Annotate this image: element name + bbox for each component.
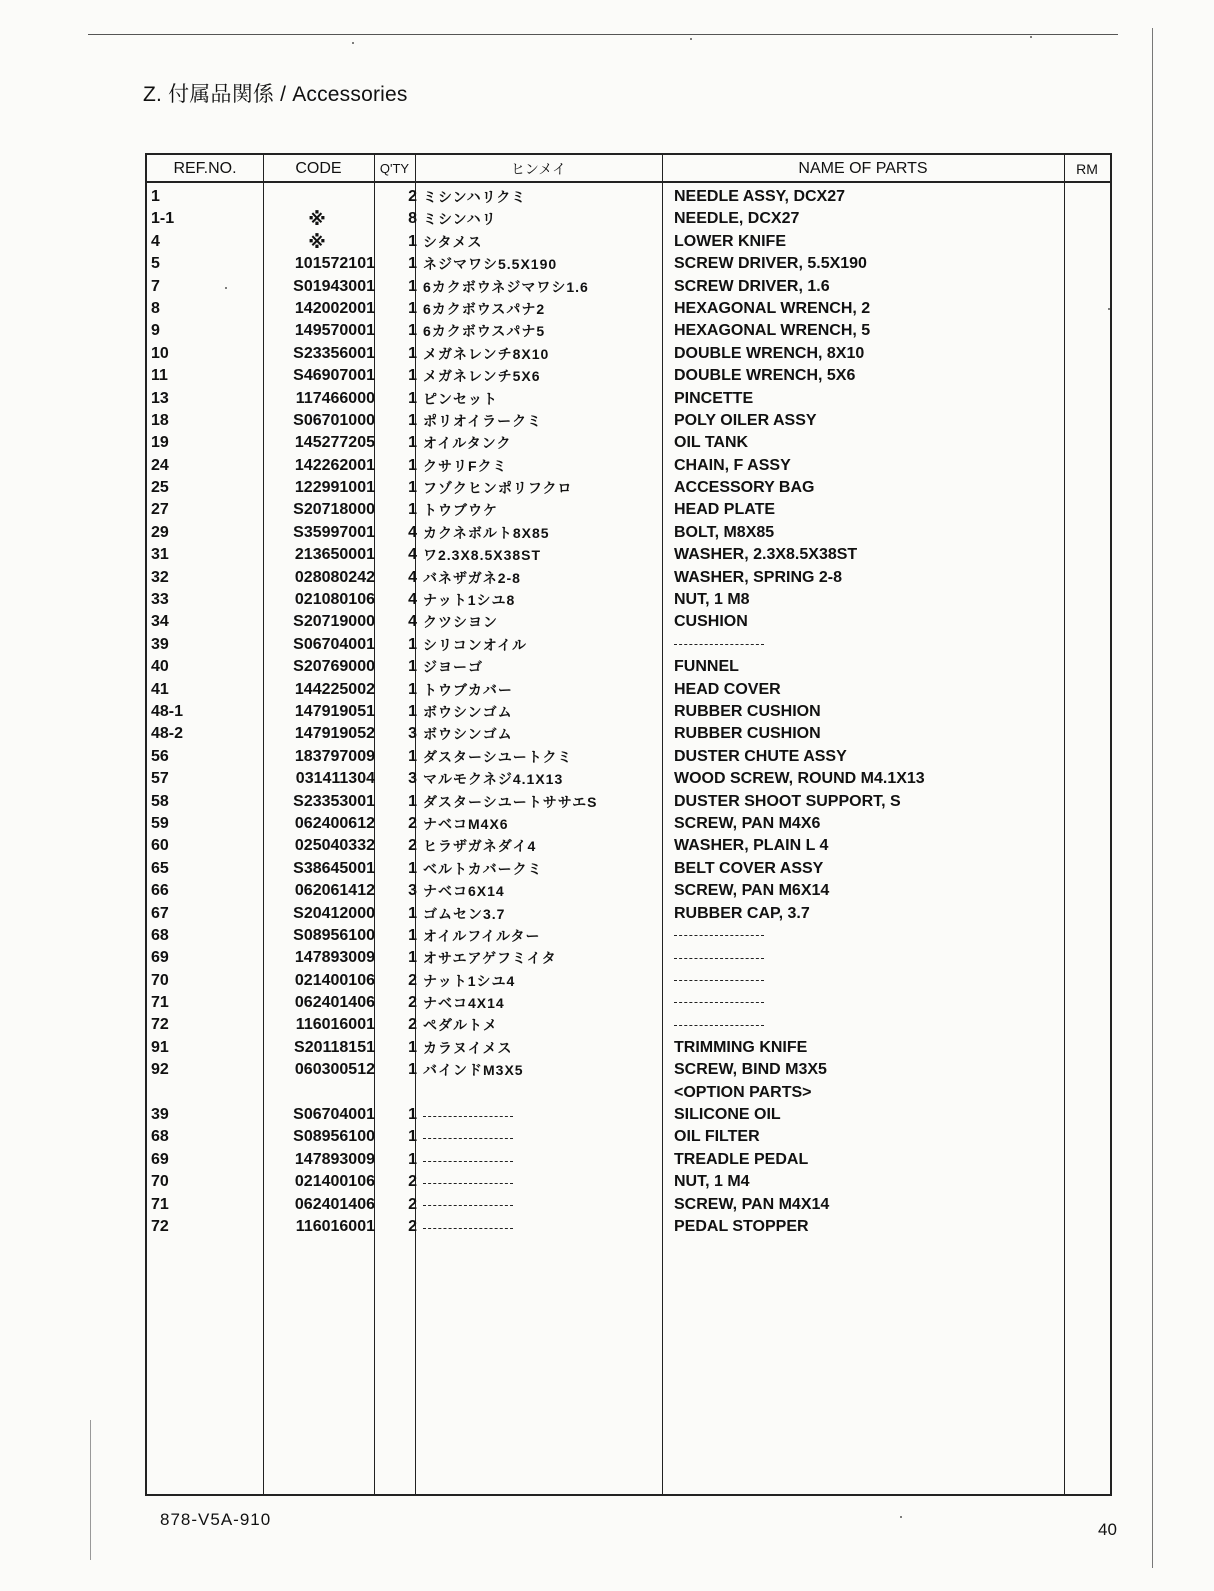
name-cell: OIL TANK	[674, 434, 749, 452]
ref-cell: 41	[151, 680, 169, 698]
code-cell: S23353001	[293, 792, 375, 810]
qty-cell: 1	[408, 949, 417, 967]
code-cell: S06704001	[293, 1106, 375, 1124]
code-cell: 025040332	[294, 837, 375, 855]
qty-cell: 1	[408, 322, 417, 340]
code-cell: 147919051	[294, 702, 375, 720]
qty-cell: 1	[408, 411, 417, 429]
page-edge-line	[1152, 28, 1153, 1568]
kana-cell: ダスターシユートササエS	[423, 793, 598, 810]
ref-cell: 5	[151, 255, 160, 273]
name-cell: WASHER, PLAIN L 4	[674, 837, 829, 855]
header-code: CODE	[295, 160, 342, 177]
name-cell: WASHER, 2.3X8.5X38ST	[674, 546, 858, 564]
blank-name-dash	[674, 1014, 764, 1036]
table-row	[147, 768, 1110, 790]
code-cell: 149570001	[294, 322, 375, 340]
name-cell: DUSTER SHOOT SUPPORT, S	[674, 792, 901, 810]
kana-cell: ボウシンゴム	[423, 726, 513, 743]
name-cell: FUNNEL	[674, 658, 739, 676]
code-cell: S08956100	[293, 926, 375, 944]
kana-cell: 6カクボウネジマワシ1.6	[423, 278, 589, 295]
name-cell: WOOD SCREW, ROUND M4.1X13	[674, 770, 925, 788]
kana-cell: ネジマワシ5.5X190	[423, 256, 558, 273]
name-cell: RUBBER CUSHION	[674, 702, 821, 720]
code-cell: 144225002	[294, 680, 375, 698]
ref-cell: 34	[151, 613, 169, 631]
kana-cell: トウブウケ	[423, 502, 498, 519]
ref-cell: 72	[151, 1016, 169, 1034]
name-cell: BELT COVER ASSY	[674, 859, 824, 877]
ref-cell: 40	[151, 658, 169, 676]
name-cell: BOLT, M8X85	[674, 523, 775, 541]
qty-cell: 3	[408, 882, 417, 900]
qty-cell: 2	[408, 1016, 417, 1034]
kana-cell: ミシンハリ	[423, 211, 497, 228]
parts-table	[145, 153, 1112, 1496]
table-row	[147, 410, 1110, 432]
code-cell: 021400106	[294, 1173, 375, 1191]
code-cell: 060300512	[294, 1061, 375, 1079]
scan-speck	[690, 38, 692, 40]
qty-cell: 1	[408, 904, 417, 922]
qty-cell: 4	[408, 568, 417, 586]
blank-kana-dash	[423, 1149, 513, 1171]
ref-cell: 18	[151, 411, 169, 429]
kana-cell: ワ2.3X8.5X38ST	[423, 547, 542, 564]
table-row	[147, 679, 1110, 701]
ref-cell: 48-1	[151, 702, 184, 720]
table-row	[147, 1104, 1110, 1126]
kana-cell: ミシンハリクミ	[423, 189, 527, 205]
name-cell: DOUBLE WRENCH, 8X10	[674, 344, 865, 362]
kana-cell: ゴムセン3.7	[423, 905, 506, 922]
table-row	[147, 343, 1110, 365]
code-cell: ※	[308, 231, 326, 252]
name-cell: SCREW, PAN M4X6	[674, 814, 821, 832]
ref-cell: 25	[151, 479, 169, 497]
qty-cell: 1	[408, 456, 417, 474]
ref-cell: 4	[151, 232, 160, 250]
qty-cell: 1	[408, 1038, 417, 1056]
code-cell: 062061412	[294, 882, 375, 900]
ref-cell: 70	[151, 971, 169, 989]
qty-cell: 1	[408, 635, 417, 653]
name-cell: HEAD COVER	[674, 680, 781, 698]
table-row	[147, 746, 1110, 768]
code-cell: S01943001	[293, 277, 375, 295]
name-cell: SILICONE OIL	[674, 1106, 781, 1124]
table-body	[147, 186, 1110, 1238]
qty-cell: 1	[408, 859, 417, 877]
table-row	[147, 298, 1110, 320]
blank-name-dash	[674, 992, 764, 1014]
code-cell: 117466000	[295, 389, 375, 407]
code-cell: 062401406	[294, 994, 375, 1012]
kana-cell: バネザガネ2-8	[423, 569, 521, 586]
code-cell: 142002001	[294, 299, 375, 317]
ref-cell: 56	[151, 747, 169, 765]
qty-cell: 1	[408, 277, 417, 295]
table-row	[147, 1037, 1110, 1059]
name-cell: SCREW, PAN M4X14	[674, 1195, 830, 1213]
kana-cell: カラヌイメス	[423, 1039, 513, 1056]
document-code: 878-V5A-910	[160, 1510, 272, 1529]
kana-cell: ナベコ4X14	[423, 995, 505, 1012]
table-row	[147, 455, 1110, 477]
table-row	[147, 522, 1110, 544]
table-row	[147, 544, 1110, 566]
ref-cell: 71	[151, 994, 169, 1012]
kana-cell: ボウシンゴム	[423, 703, 513, 720]
table-row	[147, 611, 1110, 633]
name-cell: SCREW DRIVER, 1.6	[674, 277, 830, 295]
kana-cell: ナベコM4X6	[423, 815, 509, 832]
code-cell: 147893009	[294, 949, 375, 967]
qty-cell: 1	[408, 792, 417, 810]
table-row	[147, 992, 1110, 1014]
qty-cell: 1	[408, 299, 417, 317]
code-cell: S20412000	[293, 904, 375, 922]
name-cell: PINCETTE	[674, 389, 754, 407]
code-cell: S23356001	[293, 344, 375, 362]
ref-cell: 24	[151, 456, 169, 474]
ref-cell: 57	[151, 770, 169, 788]
blank-name-dash	[674, 925, 764, 947]
page-edge-line-left	[90, 1420, 91, 1560]
table-row	[147, 880, 1110, 902]
table-row	[147, 320, 1110, 342]
header-ref: REF.NO.	[173, 160, 237, 177]
code-cell: 028080242	[294, 568, 375, 586]
name-cell: POLY OILER ASSY	[674, 411, 817, 429]
code-cell: S20118151	[294, 1038, 375, 1056]
qty-cell: 1	[408, 434, 417, 452]
qty-cell: 2	[408, 1195, 417, 1213]
name-cell: HEAD PLATE	[674, 501, 776, 519]
name-cell: HEXAGONAL WRENCH, 5	[674, 322, 871, 340]
ref-cell: 7	[151, 277, 160, 295]
qty-cell: 8	[408, 210, 417, 228]
qty-cell: 1	[408, 501, 417, 519]
ref-cell: 70	[151, 1173, 169, 1191]
code-cell: 122991001	[294, 479, 375, 497]
table-row	[147, 365, 1110, 387]
qty-cell: 4	[408, 546, 417, 564]
qty-cell: 1	[408, 926, 417, 944]
ref-cell: 10	[151, 344, 169, 362]
table-row	[147, 231, 1110, 253]
table-row	[147, 634, 1110, 656]
qty-cell: 1	[408, 1128, 417, 1146]
qty-cell: 1	[408, 479, 417, 497]
ref-cell: 39	[151, 635, 169, 653]
name-cell: CHAIN, F ASSY	[674, 456, 791, 474]
table-row	[147, 858, 1110, 880]
kana-cell: クサリFクミ	[423, 457, 508, 474]
blank-kana-dash	[423, 1194, 513, 1216]
ref-cell: 69	[151, 949, 169, 967]
name-cell: DUSTER CHUTE ASSY	[674, 747, 847, 765]
kana-cell: オイルタンク	[423, 435, 512, 452]
name-cell: SCREW, BIND M3X5	[674, 1061, 827, 1079]
qty-cell: 4	[408, 523, 417, 541]
blank-kana-dash	[423, 1216, 513, 1238]
kana-cell: ナット1シユ8	[423, 592, 516, 609]
kana-cell: ペダルトメ	[423, 1017, 498, 1034]
ref-cell: 13	[151, 389, 169, 407]
kana-cell: バインドM3X5	[423, 1062, 524, 1079]
ref-cell: 68	[151, 1128, 169, 1146]
ref-cell: 31	[151, 546, 169, 564]
qty-cell: 1	[408, 232, 417, 250]
code-cell: 147919052	[294, 725, 375, 743]
qty-cell: 1	[408, 344, 417, 362]
name-cell: ACCESSORY BAG	[674, 479, 815, 497]
qty-cell: 2	[408, 837, 417, 855]
header-kana: ヒンメイ	[510, 161, 567, 177]
ref-cell: 8	[151, 299, 160, 317]
qty-cell: 3	[408, 770, 417, 788]
table-row	[147, 1216, 1110, 1238]
kana-cell: ポリオイラークミ	[423, 412, 543, 429]
qty-cell: 2	[408, 814, 417, 832]
kana-cell: ナベコ6X14	[423, 883, 505, 900]
ref-cell: 69	[151, 1150, 169, 1168]
table-row	[147, 567, 1110, 589]
table-row	[147, 589, 1110, 611]
table-row	[147, 656, 1110, 678]
kana-cell: マルモクネジ4.1X13	[423, 771, 564, 788]
blank-name-dash	[674, 970, 764, 992]
name-cell: NEEDLE ASSY, DCX27	[674, 188, 846, 205]
ref-cell: 59	[151, 814, 169, 832]
table-row	[147, 186, 1110, 208]
ref-cell: 71	[151, 1195, 169, 1213]
blank-kana-dash	[423, 1126, 513, 1148]
name-cell: <OPTION PARTS>	[674, 1083, 812, 1101]
blank-kana-dash	[423, 1171, 513, 1193]
code-cell: S06704001	[293, 635, 375, 653]
kana-cell: カクネボルト8X85	[423, 524, 550, 541]
table-row	[147, 208, 1110, 230]
ref-cell: 1-1	[151, 210, 175, 228]
qty-cell: 1	[408, 702, 417, 720]
ref-cell: 65	[151, 859, 169, 877]
table-row	[147, 791, 1110, 813]
ref-cell: 39	[151, 1106, 169, 1124]
table-row	[147, 701, 1110, 723]
table-row	[147, 947, 1110, 969]
kana-cell: オイルフイルター	[423, 927, 541, 944]
ref-cell: 58	[151, 792, 169, 810]
code-cell: S38645001	[293, 859, 375, 877]
scan-speck	[1108, 308, 1110, 310]
table-row	[147, 1126, 1110, 1148]
table-row	[147, 813, 1110, 835]
name-cell: OIL FILTER	[674, 1128, 760, 1146]
header-rm: RM	[1076, 161, 1098, 177]
kana-cell: ピンセット	[423, 390, 498, 407]
code-cell: 142262001	[294, 456, 375, 474]
code-cell: ※	[308, 209, 326, 230]
table-row	[147, 253, 1110, 275]
qty-cell: 2	[408, 971, 417, 989]
kana-cell: ナット1シユ4	[423, 972, 516, 989]
qty-cell: 3	[408, 725, 417, 743]
code-cell: 101572101	[294, 255, 375, 273]
code-cell: S06701000	[293, 411, 375, 429]
table-row	[147, 835, 1110, 857]
code-cell: S46907001	[293, 367, 375, 385]
kana-cell: 6カクボウスパナ2	[423, 300, 546, 317]
code-cell: 145277205	[294, 434, 375, 452]
blank-kana-dash	[423, 1104, 513, 1126]
table-row	[147, 1149, 1110, 1171]
kana-cell: シタメス	[423, 233, 483, 250]
table-header	[147, 155, 1110, 183]
code-cell: S08956100	[293, 1128, 375, 1146]
table-row	[147, 276, 1110, 298]
name-cell: WASHER, SPRING 2-8	[674, 568, 843, 586]
table-row	[147, 1059, 1110, 1081]
kana-cell: トウブカバー	[423, 681, 513, 698]
ref-cell: 9	[151, 322, 160, 340]
ref-cell: 19	[151, 434, 169, 452]
name-cell: SCREW DRIVER, 5.5X190	[674, 255, 867, 273]
kana-cell: メガネレンチ5X6	[423, 368, 541, 385]
ref-cell: 92	[151, 1061, 169, 1079]
code-cell: S35997001	[293, 523, 375, 541]
ref-cell: 1	[151, 188, 160, 205]
table-row	[147, 477, 1110, 499]
kana-cell: メガネレンチ8X10	[423, 345, 550, 362]
top-rule	[88, 34, 1118, 35]
kana-cell: ベルトカバークミ	[423, 860, 543, 877]
code-cell: 062400612	[294, 814, 375, 832]
qty-cell: 2	[408, 188, 417, 205]
ref-cell: 60	[151, 837, 169, 855]
kana-cell: ジヨーゴ	[423, 659, 483, 676]
table-row	[147, 1082, 1110, 1104]
kana-cell: ダスターシユートクミ	[423, 748, 573, 765]
qty-cell: 2	[408, 994, 417, 1012]
scan-speck	[900, 1516, 902, 1518]
scan-speck	[225, 287, 227, 289]
name-cell: NUT, 1 M8	[674, 591, 750, 609]
name-cell: CUSHION	[674, 613, 748, 631]
qty-cell: 2	[408, 1173, 417, 1191]
blank-name-dash	[674, 634, 764, 656]
kana-cell: クツシヨン	[423, 614, 498, 631]
kana-cell: 6カクボウスパナ5	[423, 323, 546, 340]
code-cell: 062401406	[294, 1195, 375, 1213]
code-cell: 183797009	[294, 747, 375, 765]
qty-cell: 1	[408, 1061, 417, 1079]
name-cell: LOWER KNIFE	[674, 232, 786, 250]
kana-cell: ヒラザガネダイ4	[423, 838, 537, 855]
scan-speck	[352, 42, 354, 44]
name-cell: RUBBER CAP, 3.7	[674, 904, 810, 922]
table-row	[147, 388, 1110, 410]
name-cell: TREADLE PEDAL	[674, 1150, 809, 1168]
code-cell: 116016001	[295, 1016, 375, 1034]
code-cell: S20769000	[293, 658, 375, 676]
ref-cell: 32	[151, 568, 169, 586]
ref-cell: 29	[151, 523, 169, 541]
qty-cell: 1	[408, 1106, 417, 1124]
code-cell: S20718000	[293, 501, 375, 519]
code-cell: S20719000	[293, 613, 375, 631]
ref-cell: 68	[151, 926, 169, 944]
scan-speck	[1030, 36, 1032, 38]
section-title: Z. 付属品関係 / Accessories	[143, 83, 408, 106]
name-cell: NUT, 1 M4	[674, 1173, 750, 1191]
qty-cell: 1	[408, 255, 417, 273]
table-row	[147, 723, 1110, 745]
table-row	[147, 432, 1110, 454]
table-row	[147, 1171, 1110, 1193]
code-cell: 031411304	[295, 770, 375, 788]
code-cell: 021080106	[294, 591, 375, 609]
code-cell: 021400106	[294, 971, 375, 989]
table-row	[147, 970, 1110, 992]
qty-cell: 1	[408, 1150, 417, 1168]
ref-cell: 33	[151, 591, 169, 609]
code-cell: 116016001	[295, 1217, 375, 1235]
name-cell: DOUBLE WRENCH, 5X6	[674, 367, 856, 385]
name-cell: TRIMMING KNIFE	[674, 1038, 808, 1056]
name-cell: RUBBER CUSHION	[674, 725, 821, 743]
name-cell: PEDAL STOPPER	[674, 1217, 809, 1235]
ref-cell: 27	[151, 501, 169, 519]
table-row	[147, 499, 1110, 521]
ref-cell: 66	[151, 882, 169, 900]
ref-cell: 67	[151, 904, 169, 922]
name-cell: NEEDLE, DCX27	[674, 210, 800, 228]
code-cell: 213650001	[294, 546, 375, 564]
table-row	[147, 1194, 1110, 1216]
kana-cell: シリコンオイル	[423, 636, 528, 653]
qty-cell: 1	[408, 747, 417, 765]
ref-cell: 48-2	[151, 725, 184, 743]
table-row	[147, 925, 1110, 947]
ref-cell: 11	[151, 367, 168, 385]
page-number: 40	[1098, 1520, 1117, 1539]
kana-cell: オサエアゲフミイタ	[423, 950, 557, 967]
ref-cell: 72	[151, 1217, 169, 1235]
ref-cell: 91	[151, 1038, 169, 1056]
blank-name-dash	[674, 947, 764, 969]
qty-cell: 1	[408, 367, 417, 385]
kana-cell: フゾクヒンポリフクロ	[423, 480, 573, 497]
name-cell: SCREW, PAN M6X14	[674, 882, 830, 900]
header-qty: Q'TY	[379, 161, 410, 176]
qty-cell: 1	[408, 658, 417, 676]
qty-cell: 1	[408, 680, 417, 698]
code-cell: 147893009	[294, 1150, 375, 1168]
qty-cell: 2	[408, 1217, 417, 1235]
header-name: NAME OF PARTS	[798, 160, 928, 177]
qty-cell: 4	[408, 591, 417, 609]
table-row	[147, 903, 1110, 925]
qty-cell: 1	[408, 389, 417, 407]
qty-cell: 4	[408, 613, 417, 631]
table-row	[147, 1014, 1110, 1036]
name-cell: HEXAGONAL WRENCH, 2	[674, 299, 871, 317]
